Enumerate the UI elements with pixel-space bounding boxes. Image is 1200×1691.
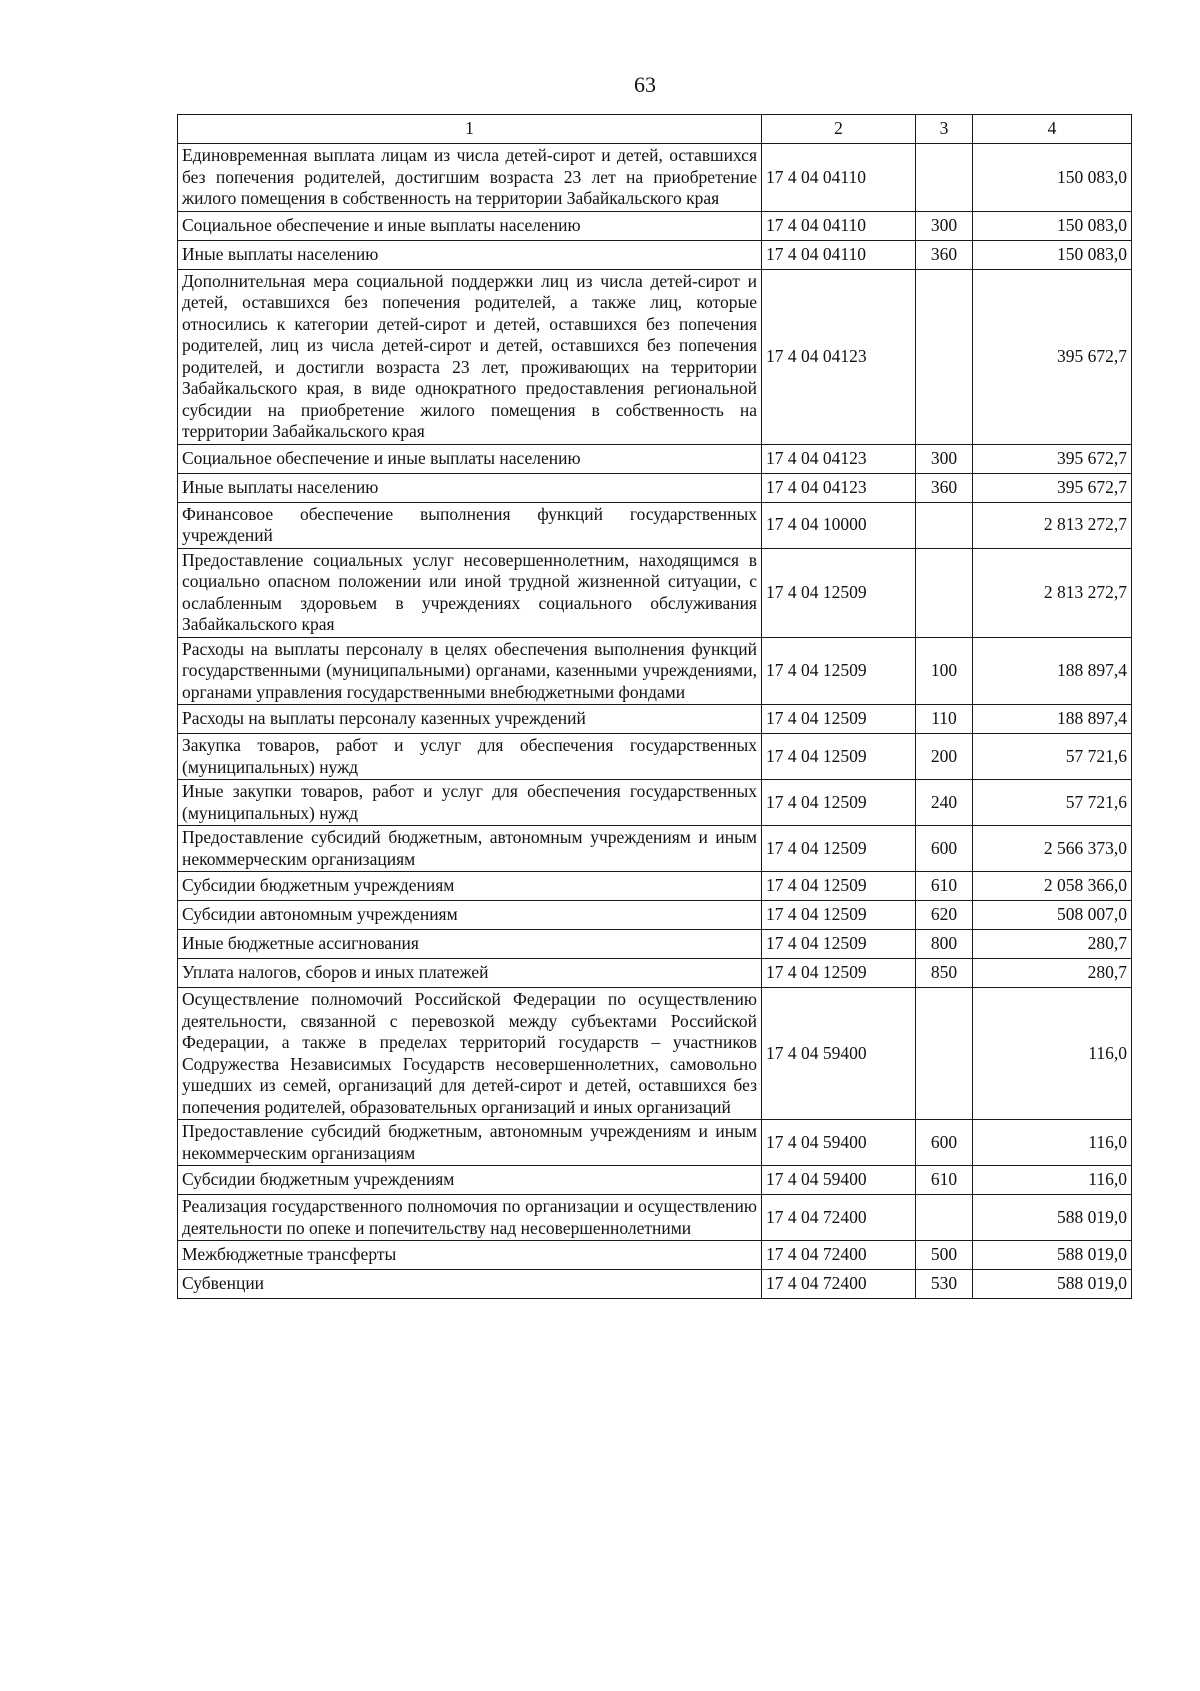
header-col-3: 3: [916, 115, 973, 144]
row-sum: 116,0: [973, 1120, 1132, 1166]
row-sum: 2 566 373,0: [973, 826, 1132, 872]
row-name: Осуществление полномочий Российской Федерации по осуществлению деятельности, связанной с перевозкой между субъектами Российской Федерации, а также в пределах территорий государств – участников Содружества Независимых Государств несовершеннолетних, самовольно ушедших из семей, организаций для детей-сирот и детей, оставшихся без попечения родителей, образовательных организаций и иных организаций: [178, 988, 762, 1120]
row-sum: 588 019,0: [973, 1195, 1132, 1241]
row-code: 17 4 04 72400: [762, 1241, 916, 1270]
row-name: Финансовое обеспечение выполнения функций государственных учреждений: [178, 502, 762, 548]
row-sum: 588 019,0: [973, 1270, 1132, 1299]
row-sum: 150 083,0: [973, 211, 1132, 240]
row-name: Расходы на выплаты персоналу в целях обеспечения выполнения функций государственными (муниципальными) органами, казенными учреждениями, органами управления государственными внебюджетными фондами: [178, 637, 762, 705]
row-type: 610: [916, 872, 973, 901]
row-code: 17 4 04 59400: [762, 1120, 916, 1166]
row-code: 17 4 04 12509: [762, 734, 916, 780]
table-header-row: [178, 115, 1132, 144]
row-type: 610: [916, 1166, 973, 1195]
row-name: Предоставление субсидий бюджетным, автономным учреждениям и иным некоммерческим организациям: [178, 826, 762, 872]
table-row: [178, 548, 1132, 637]
row-name: Иные закупки товаров, работ и услуг для обеспечения государственных (муниципальных) нужд: [178, 780, 762, 826]
budget-table: [177, 114, 1132, 1299]
table-row: [178, 240, 1132, 269]
row-name: Дополнительная мера социальной поддержки лиц из числа детей-сирот и детей, оставшихся без попечения родителей, а также лиц, которые относились к категории детей-сирот и детей, оставшихся без попечения родителей, лиц из числа детей-сирот и детей, оставшихся без попечения родителей, и достигли возраста 23 лет, проживающих на территории Забайкальского края, в виде однократного предоставления региональной субсидии на приобретение жилого помещения в собственность на территории Забайкальского края: [178, 269, 762, 444]
row-type: [916, 502, 973, 548]
row-name: Реализация государственного полномочия по организации и осуществлению деятельности по опеке и попечительству над несовершеннолетними: [178, 1195, 762, 1241]
table-row: [178, 1166, 1132, 1195]
row-name: Субсидии бюджетным учреждениям: [178, 1166, 762, 1195]
row-code: 17 4 04 12509: [762, 930, 916, 959]
table-row: [178, 988, 1132, 1120]
table-row: [178, 1120, 1132, 1166]
row-type: 200: [916, 734, 973, 780]
row-sum: 508 007,0: [973, 901, 1132, 930]
row-type: 360: [916, 240, 973, 269]
row-code: 17 4 04 59400: [762, 988, 916, 1120]
row-type: 240: [916, 780, 973, 826]
row-name: Иные выплаты населению: [178, 240, 762, 269]
row-type: 110: [916, 705, 973, 734]
row-name: Предоставление социальных услуг несовершеннолетним, находящимся в социально опасном положении или иной трудной жизненной ситуации, с ослабленным здоровьем в учреждениях социального обслуживания Забайкальского края: [178, 548, 762, 637]
table-row: [178, 930, 1132, 959]
row-code: 17 4 04 12509: [762, 637, 916, 705]
row-code: 17 4 04 04110: [762, 211, 916, 240]
row-type: 100: [916, 637, 973, 705]
row-code: 17 4 04 04123: [762, 473, 916, 502]
row-name: Межбюджетные трансферты: [178, 1241, 762, 1270]
row-sum: 150 083,0: [973, 144, 1132, 212]
row-type: [916, 548, 973, 637]
row-type: 300: [916, 211, 973, 240]
row-sum: 395 672,7: [973, 269, 1132, 444]
row-type: [916, 1195, 973, 1241]
table-row: [178, 211, 1132, 240]
row-code: 17 4 04 12509: [762, 780, 916, 826]
row-type: 800: [916, 930, 973, 959]
row-code: 17 4 04 12509: [762, 826, 916, 872]
row-sum: 2 813 272,7: [973, 548, 1132, 637]
row-code: 17 4 04 12509: [762, 872, 916, 901]
row-type: [916, 144, 973, 212]
row-type: 600: [916, 826, 973, 872]
header-col-2: 2: [762, 115, 916, 144]
row-code: 17 4 04 04123: [762, 444, 916, 473]
row-sum: 280,7: [973, 930, 1132, 959]
row-sum: 116,0: [973, 988, 1132, 1120]
table-row: [178, 959, 1132, 988]
row-name: Иные выплаты населению: [178, 473, 762, 502]
row-type: 530: [916, 1270, 973, 1299]
row-code: 17 4 04 04110: [762, 144, 916, 212]
page-number: 63: [634, 72, 656, 97]
row-code: 17 4 04 10000: [762, 502, 916, 548]
row-code: 17 4 04 72400: [762, 1270, 916, 1299]
row-name: Субвенции: [178, 1270, 762, 1299]
row-sum: 395 672,7: [973, 444, 1132, 473]
row-type: 500: [916, 1241, 973, 1270]
row-code: 17 4 04 12509: [762, 548, 916, 637]
table-row: [178, 826, 1132, 872]
row-name: Единовременная выплата лицам из числа детей-сирот и детей, оставшихся без попечения родителей, достигшим возраста 23 лет на приобретение жилого помещения в собственность на территории Забайкальского края: [178, 144, 762, 212]
row-sum: 395 672,7: [973, 473, 1132, 502]
row-type: 600: [916, 1120, 973, 1166]
row-code: 17 4 04 12509: [762, 959, 916, 988]
table-row: [178, 144, 1132, 212]
table-row: [178, 780, 1132, 826]
row-type: [916, 269, 973, 444]
row-sum: 57 721,6: [973, 780, 1132, 826]
row-sum: 588 019,0: [973, 1241, 1132, 1270]
row-code: 17 4 04 04110: [762, 240, 916, 269]
table-row: [178, 502, 1132, 548]
table-row: [178, 705, 1132, 734]
table-row: [178, 1241, 1132, 1270]
row-code: 17 4 04 04123: [762, 269, 916, 444]
row-code: 17 4 04 59400: [762, 1166, 916, 1195]
row-sum: 2 058 366,0: [973, 872, 1132, 901]
table-row: [178, 269, 1132, 444]
row-type: 850: [916, 959, 973, 988]
header-col-4: 4: [973, 115, 1132, 144]
table-row: [178, 1270, 1132, 1299]
row-sum: 150 083,0: [973, 240, 1132, 269]
header-col-1: 1: [178, 115, 762, 144]
row-type: [916, 988, 973, 1120]
row-code: 17 4 04 12509: [762, 705, 916, 734]
row-sum: 188 897,4: [973, 637, 1132, 705]
table-row: [178, 444, 1132, 473]
table-row: [178, 901, 1132, 930]
table-row: [178, 872, 1132, 901]
table-row: [178, 637, 1132, 705]
row-sum: 280,7: [973, 959, 1132, 988]
row-name: Субсидии бюджетным учреждениям: [178, 872, 762, 901]
row-sum: 116,0: [973, 1166, 1132, 1195]
row-name: Субсидии автономным учреждениям: [178, 901, 762, 930]
row-code: 17 4 04 12509: [762, 901, 916, 930]
row-type: 300: [916, 444, 973, 473]
row-sum: 188 897,4: [973, 705, 1132, 734]
row-name: Закупка товаров, работ и услуг для обеспечения государственных (муниципальных) нужд: [178, 734, 762, 780]
row-name: Социальное обеспечение и иные выплаты населению: [178, 444, 762, 473]
row-name: Иные бюджетные ассигнования: [178, 930, 762, 959]
row-code: 17 4 04 72400: [762, 1195, 916, 1241]
row-name: Уплата налогов, сборов и иных платежей: [178, 959, 762, 988]
table-row: [178, 734, 1132, 780]
row-name: Социальное обеспечение и иные выплаты населению: [178, 211, 762, 240]
row-name: Предоставление субсидий бюджетным, автономным учреждениям и иным некоммерческим организациям: [178, 1120, 762, 1166]
row-type: 620: [916, 901, 973, 930]
table-row: [178, 473, 1132, 502]
row-name: Расходы на выплаты персоналу казенных учреждений: [178, 705, 762, 734]
row-sum: 2 813 272,7: [973, 502, 1132, 548]
row-sum: 57 721,6: [973, 734, 1132, 780]
table-row: [178, 1195, 1132, 1241]
row-type: 360: [916, 473, 973, 502]
